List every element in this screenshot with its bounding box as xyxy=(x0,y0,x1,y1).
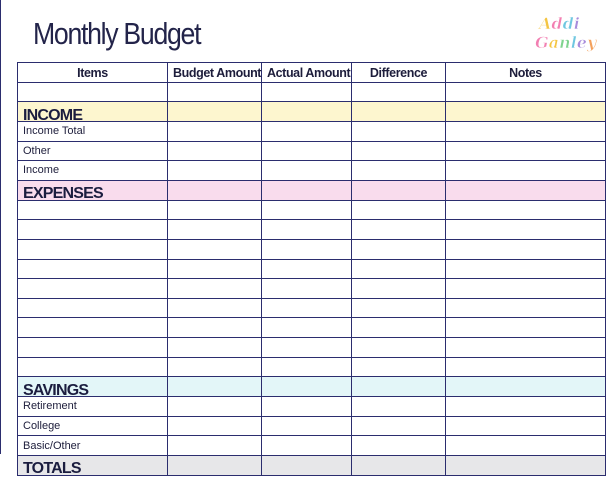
budget-cell[interactable] xyxy=(168,220,262,240)
col-budget-amount: Budget Amount xyxy=(168,63,262,83)
actual-cell[interactable] xyxy=(262,397,352,417)
table-row xyxy=(18,161,606,181)
actual-cell[interactable] xyxy=(262,200,352,220)
section-income xyxy=(18,102,606,122)
notes-cell[interactable] xyxy=(446,200,606,220)
table-row[interactable] xyxy=(18,318,606,338)
item-label: Retirement xyxy=(18,397,168,417)
section-label-income: INCOME xyxy=(23,106,83,124)
spacer-row xyxy=(18,83,606,102)
budget-cell[interactable] xyxy=(168,161,262,181)
notes-cell[interactable] xyxy=(446,416,606,436)
notes-cell[interactable] xyxy=(446,220,606,240)
notes-cell[interactable] xyxy=(446,298,606,318)
header-row xyxy=(18,63,606,83)
svg-text:Ganley: Ganley xyxy=(535,33,597,52)
section-label-savings: SAVINGS xyxy=(23,381,89,399)
section-label-totals: TOTALS xyxy=(23,460,81,477)
section-totals xyxy=(18,455,606,475)
actual-cell[interactable] xyxy=(262,436,352,456)
budget-cell[interactable] xyxy=(168,436,262,456)
actual-cell[interactable] xyxy=(262,161,352,181)
svg-text:Addi: Addi xyxy=(539,14,580,33)
table-row xyxy=(18,122,606,142)
budget-table xyxy=(17,62,606,476)
actual-cell[interactable] xyxy=(262,141,352,161)
table-row xyxy=(18,416,606,436)
brand-logo xyxy=(533,12,597,56)
item-label: Income xyxy=(18,161,168,181)
budget-cell[interactable] xyxy=(168,337,262,357)
difference-cell[interactable] xyxy=(352,259,446,279)
difference-cell[interactable] xyxy=(352,318,446,338)
table-row[interactable] xyxy=(18,200,606,220)
difference-cell[interactable] xyxy=(352,161,446,181)
difference-cell[interactable] xyxy=(352,298,446,318)
notes-cell[interactable] xyxy=(446,259,606,279)
section-expenses xyxy=(18,180,606,200)
actual-cell[interactable] xyxy=(262,279,352,299)
item-label: Income Total xyxy=(18,122,168,142)
table-row xyxy=(18,397,606,417)
difference-cell[interactable] xyxy=(352,279,446,299)
actual-cell[interactable] xyxy=(262,337,352,357)
actual-cell[interactable] xyxy=(262,259,352,279)
page-title: Monthly Budget xyxy=(33,16,201,51)
item-cell[interactable] xyxy=(18,298,168,318)
table-row[interactable] xyxy=(18,337,606,357)
col-notes: Notes xyxy=(446,63,606,83)
item-label: Basic/Other xyxy=(18,436,168,456)
budget-cell[interactable] xyxy=(168,298,262,318)
actual-cell[interactable] xyxy=(262,416,352,436)
table-row[interactable] xyxy=(18,279,606,299)
actual-cell[interactable] xyxy=(262,239,352,259)
item-cell[interactable] xyxy=(18,200,168,220)
notes-cell[interactable] xyxy=(446,397,606,417)
difference-cell[interactable] xyxy=(352,200,446,220)
notes-cell[interactable] xyxy=(446,436,606,456)
notes-cell[interactable] xyxy=(446,337,606,357)
budget-cell[interactable] xyxy=(168,200,262,220)
budget-cell[interactable] xyxy=(168,397,262,417)
table-row xyxy=(18,141,606,161)
difference-cell[interactable] xyxy=(352,239,446,259)
actual-cell[interactable] xyxy=(262,122,352,142)
budget-cell[interactable] xyxy=(168,279,262,299)
difference-cell[interactable] xyxy=(352,220,446,240)
actual-cell[interactable] xyxy=(262,318,352,338)
budget-cell[interactable] xyxy=(168,259,262,279)
item-cell[interactable] xyxy=(18,259,168,279)
difference-cell[interactable] xyxy=(352,397,446,417)
difference-cell[interactable] xyxy=(352,416,446,436)
section-label-expenses: EXPENSES xyxy=(23,185,103,203)
difference-cell[interactable] xyxy=(352,436,446,456)
budget-cell[interactable] xyxy=(168,239,262,259)
notes-cell[interactable] xyxy=(446,122,606,142)
col-actual-amount: Actual Amount xyxy=(262,63,352,83)
table-row[interactable] xyxy=(18,259,606,279)
budget-cell[interactable] xyxy=(168,141,262,161)
notes-cell[interactable] xyxy=(446,141,606,161)
table-row[interactable] xyxy=(18,239,606,259)
difference-cell[interactable] xyxy=(352,337,446,357)
item-cell[interactable] xyxy=(18,279,168,299)
col-items: Items xyxy=(18,63,168,83)
item-label: Other xyxy=(18,141,168,161)
actual-cell[interactable] xyxy=(262,220,352,240)
table-row[interactable] xyxy=(18,298,606,318)
actual-cell[interactable] xyxy=(262,298,352,318)
table-row xyxy=(18,436,606,456)
item-cell[interactable] xyxy=(18,220,168,240)
spacer-row xyxy=(18,357,606,377)
item-cell[interactable] xyxy=(18,239,168,259)
section-savings xyxy=(18,377,606,397)
difference-cell[interactable] xyxy=(352,141,446,161)
budget-cell[interactable] xyxy=(168,318,262,338)
notes-cell[interactable] xyxy=(446,161,606,181)
budget-cell[interactable] xyxy=(168,416,262,436)
table-row[interactable] xyxy=(18,220,606,240)
item-cell[interactable] xyxy=(18,337,168,357)
notes-cell[interactable] xyxy=(446,239,606,259)
notes-cell[interactable] xyxy=(446,279,606,299)
difference-cell[interactable] xyxy=(352,122,446,142)
col-difference: Difference xyxy=(352,63,446,83)
item-label: College xyxy=(18,416,168,436)
item-cell[interactable] xyxy=(18,318,168,338)
notes-cell[interactable] xyxy=(446,318,606,338)
budget-cell[interactable] xyxy=(168,122,262,142)
